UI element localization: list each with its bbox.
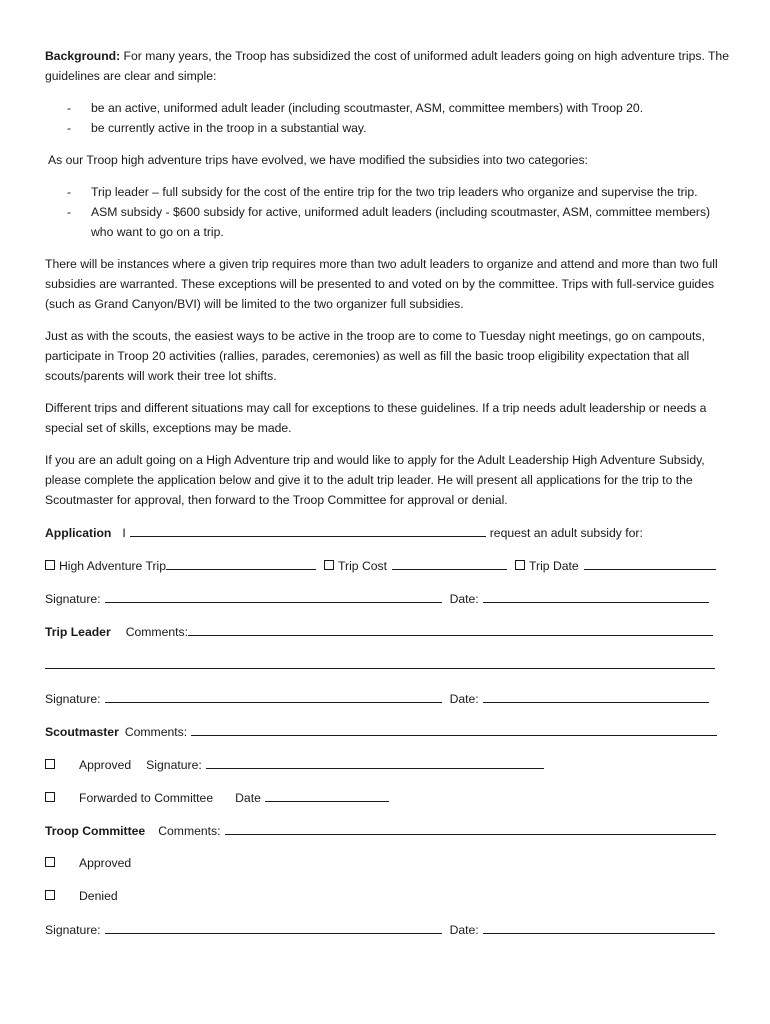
forwarded-to-committee-checkbox[interactable] xyxy=(45,792,55,802)
trip-leader-comments-line-2[interactable] xyxy=(45,654,715,669)
forwarded-row: Forwarded to Committee Date xyxy=(45,787,730,807)
different-trips-paragraph: Different trips and different situations may call for exceptions to these guidelines. If a trip needs adult leadership or needs a special set of skills, exceptions may be made. xyxy=(45,401,707,435)
committee-denied-checkbox[interactable] xyxy=(45,890,55,900)
committee-signature-row: Signature: Date: xyxy=(45,919,730,939)
trip-date-checkbox[interactable] xyxy=(515,560,525,570)
troop-committee-comments-field[interactable] xyxy=(225,820,716,835)
scoutmaster-signature-field[interactable] xyxy=(206,754,544,769)
list-item: - Trip leader – full subsidy for the cost of the entire trip for the two trip leaders who organize and supervise the trip. xyxy=(67,185,698,199)
list-item: - be an active, uniformed adult leader (including scoutmaster, ASM, committee members) with Troop 20. xyxy=(67,101,644,115)
background-text: For many years, the Troop has subsidized the cost of uniformed adult leaders going on high adventure trips. The guidelines are clear and simple: xyxy=(45,49,729,83)
active-paragraph: Just as with the scouts, the easiest ways to be active in the troop are to come to Tuesday night meetings, go on campouts, participate in Troop 20 activities (rallies, parades, ceremonies) as well as fill the basic troop eligibility expectation that all scouts/parents will work their tree lot shifts. xyxy=(45,329,705,383)
trip-leader-signature-field[interactable] xyxy=(105,688,442,703)
categories-list xyxy=(45,182,730,242)
apply-paragraph: If you are an adult going on a High Adventure trip and would like to apply for the Adult Leadership High Adventure Subsidy, please complete the application below and give it to the adult trip leader. He will present all applications for the trip to the Scoutmaster for approval, then forward to the Troop Committee for approval or denial. xyxy=(45,453,705,507)
applicant-signature-row: Signature: Date: xyxy=(45,588,730,608)
background-label: Background: xyxy=(45,49,121,63)
trip-leader-signature-row: Signature: Date: xyxy=(45,688,730,708)
committee-signature-field[interactable] xyxy=(105,919,442,934)
scoutmaster-approved-checkbox[interactable] xyxy=(45,759,55,769)
high-adventure-trip-checkbox[interactable] xyxy=(45,560,55,570)
application-label: Application xyxy=(45,526,112,540)
applicant-name-field[interactable] xyxy=(130,522,486,537)
exceptions-paragraph: There will be instances where a given trip requires more than two adult leaders to organize and attend and more than two full subsidies are warranted. These exceptions will be presented to and voted on by the committee. Trips with full-service guides (such as Grand Canyon/BVI) will be limited to the two organizer full subsidies. xyxy=(45,257,718,311)
troop-committee-label: Troop Committee xyxy=(45,824,146,838)
scoutmaster-label: Scoutmaster xyxy=(45,725,119,739)
trip-leader-row: Trip Leader Comments: xyxy=(45,621,730,641)
trip-leader-comments-field[interactable] xyxy=(188,621,713,636)
list-item: - be currently active in the troop in a substantial way. xyxy=(67,121,367,135)
trip-date-field[interactable] xyxy=(584,555,716,570)
trip-cost-checkbox[interactable] xyxy=(324,560,334,570)
trip-details-row: High Adventure Trip Trip Cost Trip Date xyxy=(45,555,730,575)
scoutmaster-comments-field[interactable] xyxy=(191,721,717,736)
forwarded-date-field[interactable] xyxy=(265,787,389,802)
committee-date-field[interactable] xyxy=(483,919,715,934)
trip-leader-label: Trip Leader xyxy=(45,625,111,639)
applicant-signature-field[interactable] xyxy=(105,588,442,603)
trip-cost-field[interactable] xyxy=(392,555,507,570)
committee-denied-row: Denied xyxy=(45,886,730,906)
list-item: - ASM subsidy - $600 subsidy for active, uniformed adult leaders (including scoutmaster, ASM, committee members) who want to go on a trip. xyxy=(67,205,711,239)
trip-leader-date-field[interactable] xyxy=(483,688,709,703)
document-page xyxy=(45,46,730,952)
guidelines-list xyxy=(45,98,730,138)
background-paragraph xyxy=(45,46,730,86)
applicant-date-field[interactable] xyxy=(483,588,709,603)
troop-committee-row: Troop Committee Comments: xyxy=(45,820,730,840)
committee-approved-checkbox[interactable] xyxy=(45,857,55,867)
committee-approved-row: Approved xyxy=(45,853,730,873)
trip-name-field[interactable] xyxy=(166,555,316,570)
scoutmaster-row: Scoutmaster Comments: xyxy=(45,721,730,741)
scoutmaster-approved-row: Approved Signature: xyxy=(45,754,730,774)
application-row: Application I request an adult subsidy for: xyxy=(45,522,730,542)
evolved-paragraph: As our Troop high adventure trips have evolved, we have modified the subsidies into two categories: xyxy=(48,153,588,167)
